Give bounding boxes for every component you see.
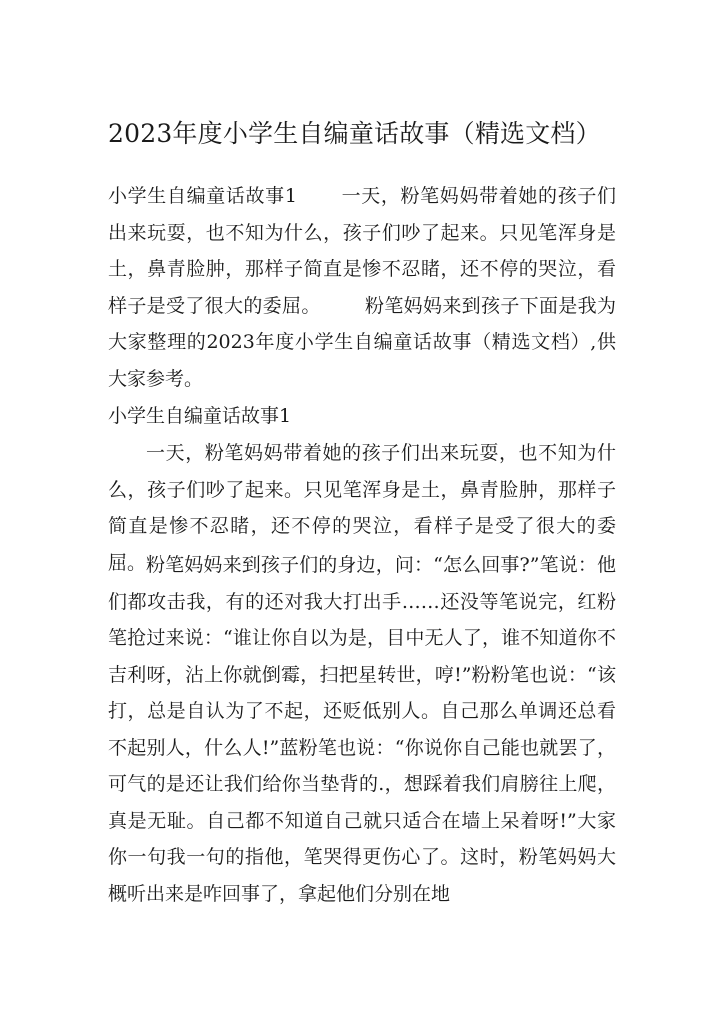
story-paragraph-2: 粉笔妈妈来到孩子们的身边，问：“怎么回事?”笔说：他们都攻击我，有的还对我大打出手……还没等笔说完，红粉笔抢过来说：“谁让你自以为是，目中无人了，谁不知道你不吉利呀，沾上你就倒霉，扫把星转世，哼!”粉粉笔也说：“该打，总是自认为了不起，还贬低别人。自己那么单调还总看不起别人，什么人!”蓝粉笔也说：“你说你自己能也就罢了，可气的是还让我们给你当垫背的.，想踩着我们肩膀往上爬，真是无耻。自己都不知道自己就只适合在墙上呆着呀!”大家你一句我一句的指他，笔哭得更伤心了。这时，粉笔妈妈大概听出来是咋回事了，拿起他们分别在地 (108, 554, 616, 905)
summary-paragraph (108, 178, 616, 397)
section-heading: 小学生自编童话故事1 (108, 405, 292, 427)
document-title: 2023年度小学生自编童话故事（精选文档） (108, 119, 601, 148)
summary-lead-text: 一天，粉笔妈妈带着她的孩子们出来玩耍，也不知为什么，孩子们吵了起来。只见笔浑身是土，鼻青脸肿，那样子简直是惨不忍睹，还不停的哭泣，看样子是受了很大的委屈。 (108, 185, 616, 317)
story-paragraph-1: 一天，粉笔妈妈带着她的孩子们出来玩耍，也不知为什么，孩子们吵了起来。只见笔浑身是土，鼻青脸肿，那样子简直是惨不忍睹，还不停的哭泣，看样子是受了很大的委屈。 (108, 442, 616, 574)
summary-tail-text: 粉笔妈妈来到孩子下面是我为大家整理的2023年度小学生自编童话故事（精选文档）,供大家参考。 (108, 294, 616, 390)
summary-lead-label: 小学生自编童话故事1 (108, 185, 297, 207)
